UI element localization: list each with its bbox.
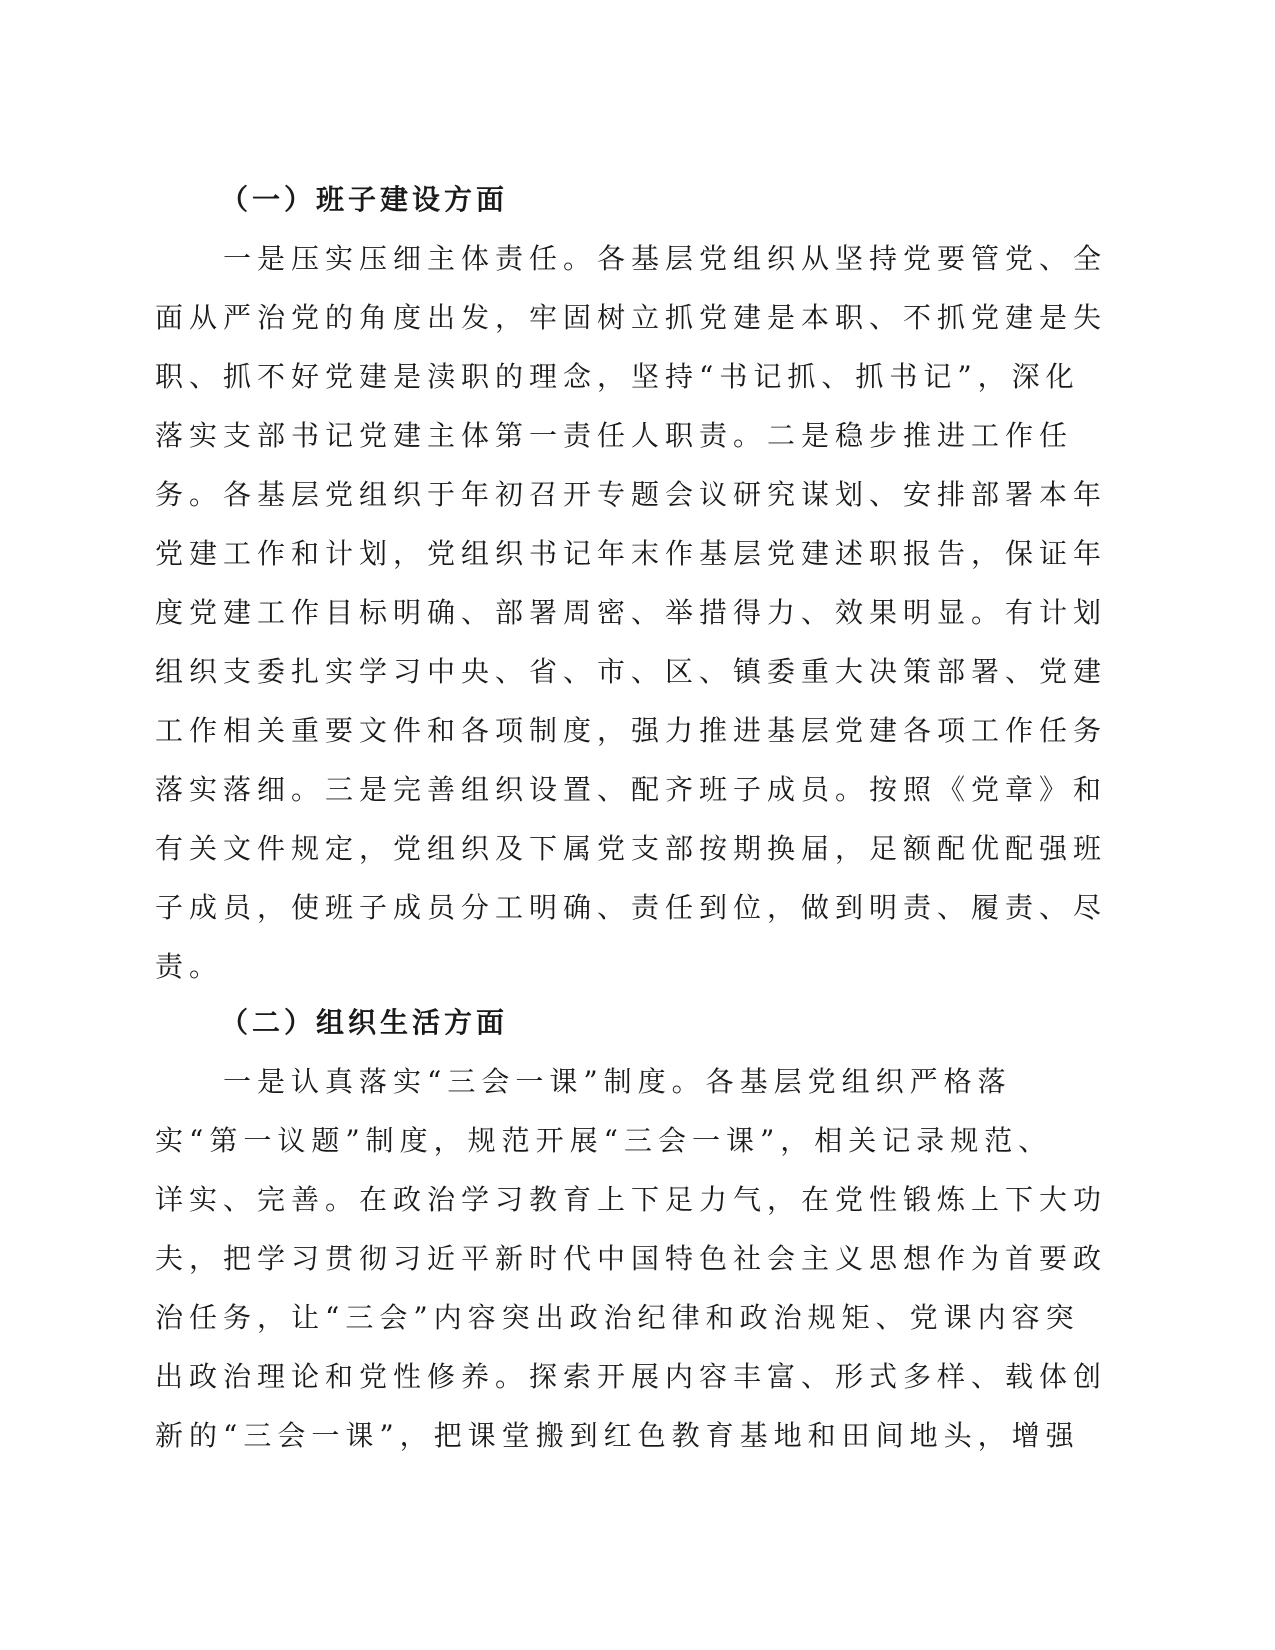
paragraph-line: 出政治理论和党性修养。探索开展内容丰富、形式多样、载体创 — [155, 1360, 1108, 1393]
paragraph-line: 责。 — [155, 950, 224, 983]
paragraph-line: 职、抓不好党建是渎职的理念，坚持“书记抓、抓书记”，深化 — [155, 360, 1080, 393]
paragraph-line: 组织支委扎实学习中央、省、市、区、镇委重大决策部署、党建 — [155, 655, 1108, 688]
paragraph-line: 详实、完善。在政治学习教育上下足力气，在党性锻炼上下大功 — [155, 1183, 1108, 1216]
section-heading-1: （一）班子建设方面 — [220, 183, 509, 216]
paragraph-line: 新的“三会一课”，把课堂搬到红色教育基地和田间地头，增强 — [155, 1419, 1080, 1452]
paragraph-line: 度党建工作目标明确、部署周密、举措得力、效果明显。有计划 — [155, 596, 1108, 629]
paragraph-line: 一是压实压细主体责任。各基层党组织从坚持党要管党、全 — [155, 242, 1108, 275]
paragraph-line: 面从严治党的角度出发，牢固树立抓党建是本职、不抓党建是失 — [155, 301, 1108, 334]
paragraph-line: 一是认真落实“三会一课”制度。各基层党组织严格落 — [155, 1065, 1012, 1098]
section-1-body — [155, 229, 1108, 996]
paragraph-line: 夫，把学习贯彻习近平新时代中国特色社会主义思想作为首要政 — [155, 1242, 1108, 1275]
section-heading-2: （二）组织生活方面 — [220, 1006, 509, 1039]
paragraph-line: 务。各基层党组织于年初召开专题会议研究谋划、安排部署本年 — [155, 478, 1108, 511]
paragraph-line: 落实落细。三是完善组织设置、配齐班子成员。按照《党章》和 — [155, 773, 1108, 806]
paragraph-line: 子成员，使班子成员分工明确、责任到位，做到明责、履责、尽 — [155, 891, 1108, 924]
section-2-body — [155, 1052, 1108, 1465]
paragraph-line: 工作相关重要文件和各项制度，强力推进基层党建各项工作任务 — [155, 714, 1108, 747]
paragraph-line: 落实支部书记党建主体第一责任人职责。二是稳步推进工作任 — [155, 419, 1074, 452]
paragraph-line: 党建工作和计划，党组织书记年末作基层党建述职报告，保证年 — [155, 537, 1108, 570]
paragraph-line: 有关文件规定，党组织及下属党支部按期换届，足额配优配强班 — [155, 832, 1108, 865]
paragraph-line: 实“第一议题”制度，规范开展“三会一课”，相关记录规范、 — [155, 1124, 1053, 1157]
paragraph-line: 治任务，让“三会”内容突出政治纪律和政治规矩、党课内容突 — [155, 1301, 1080, 1334]
